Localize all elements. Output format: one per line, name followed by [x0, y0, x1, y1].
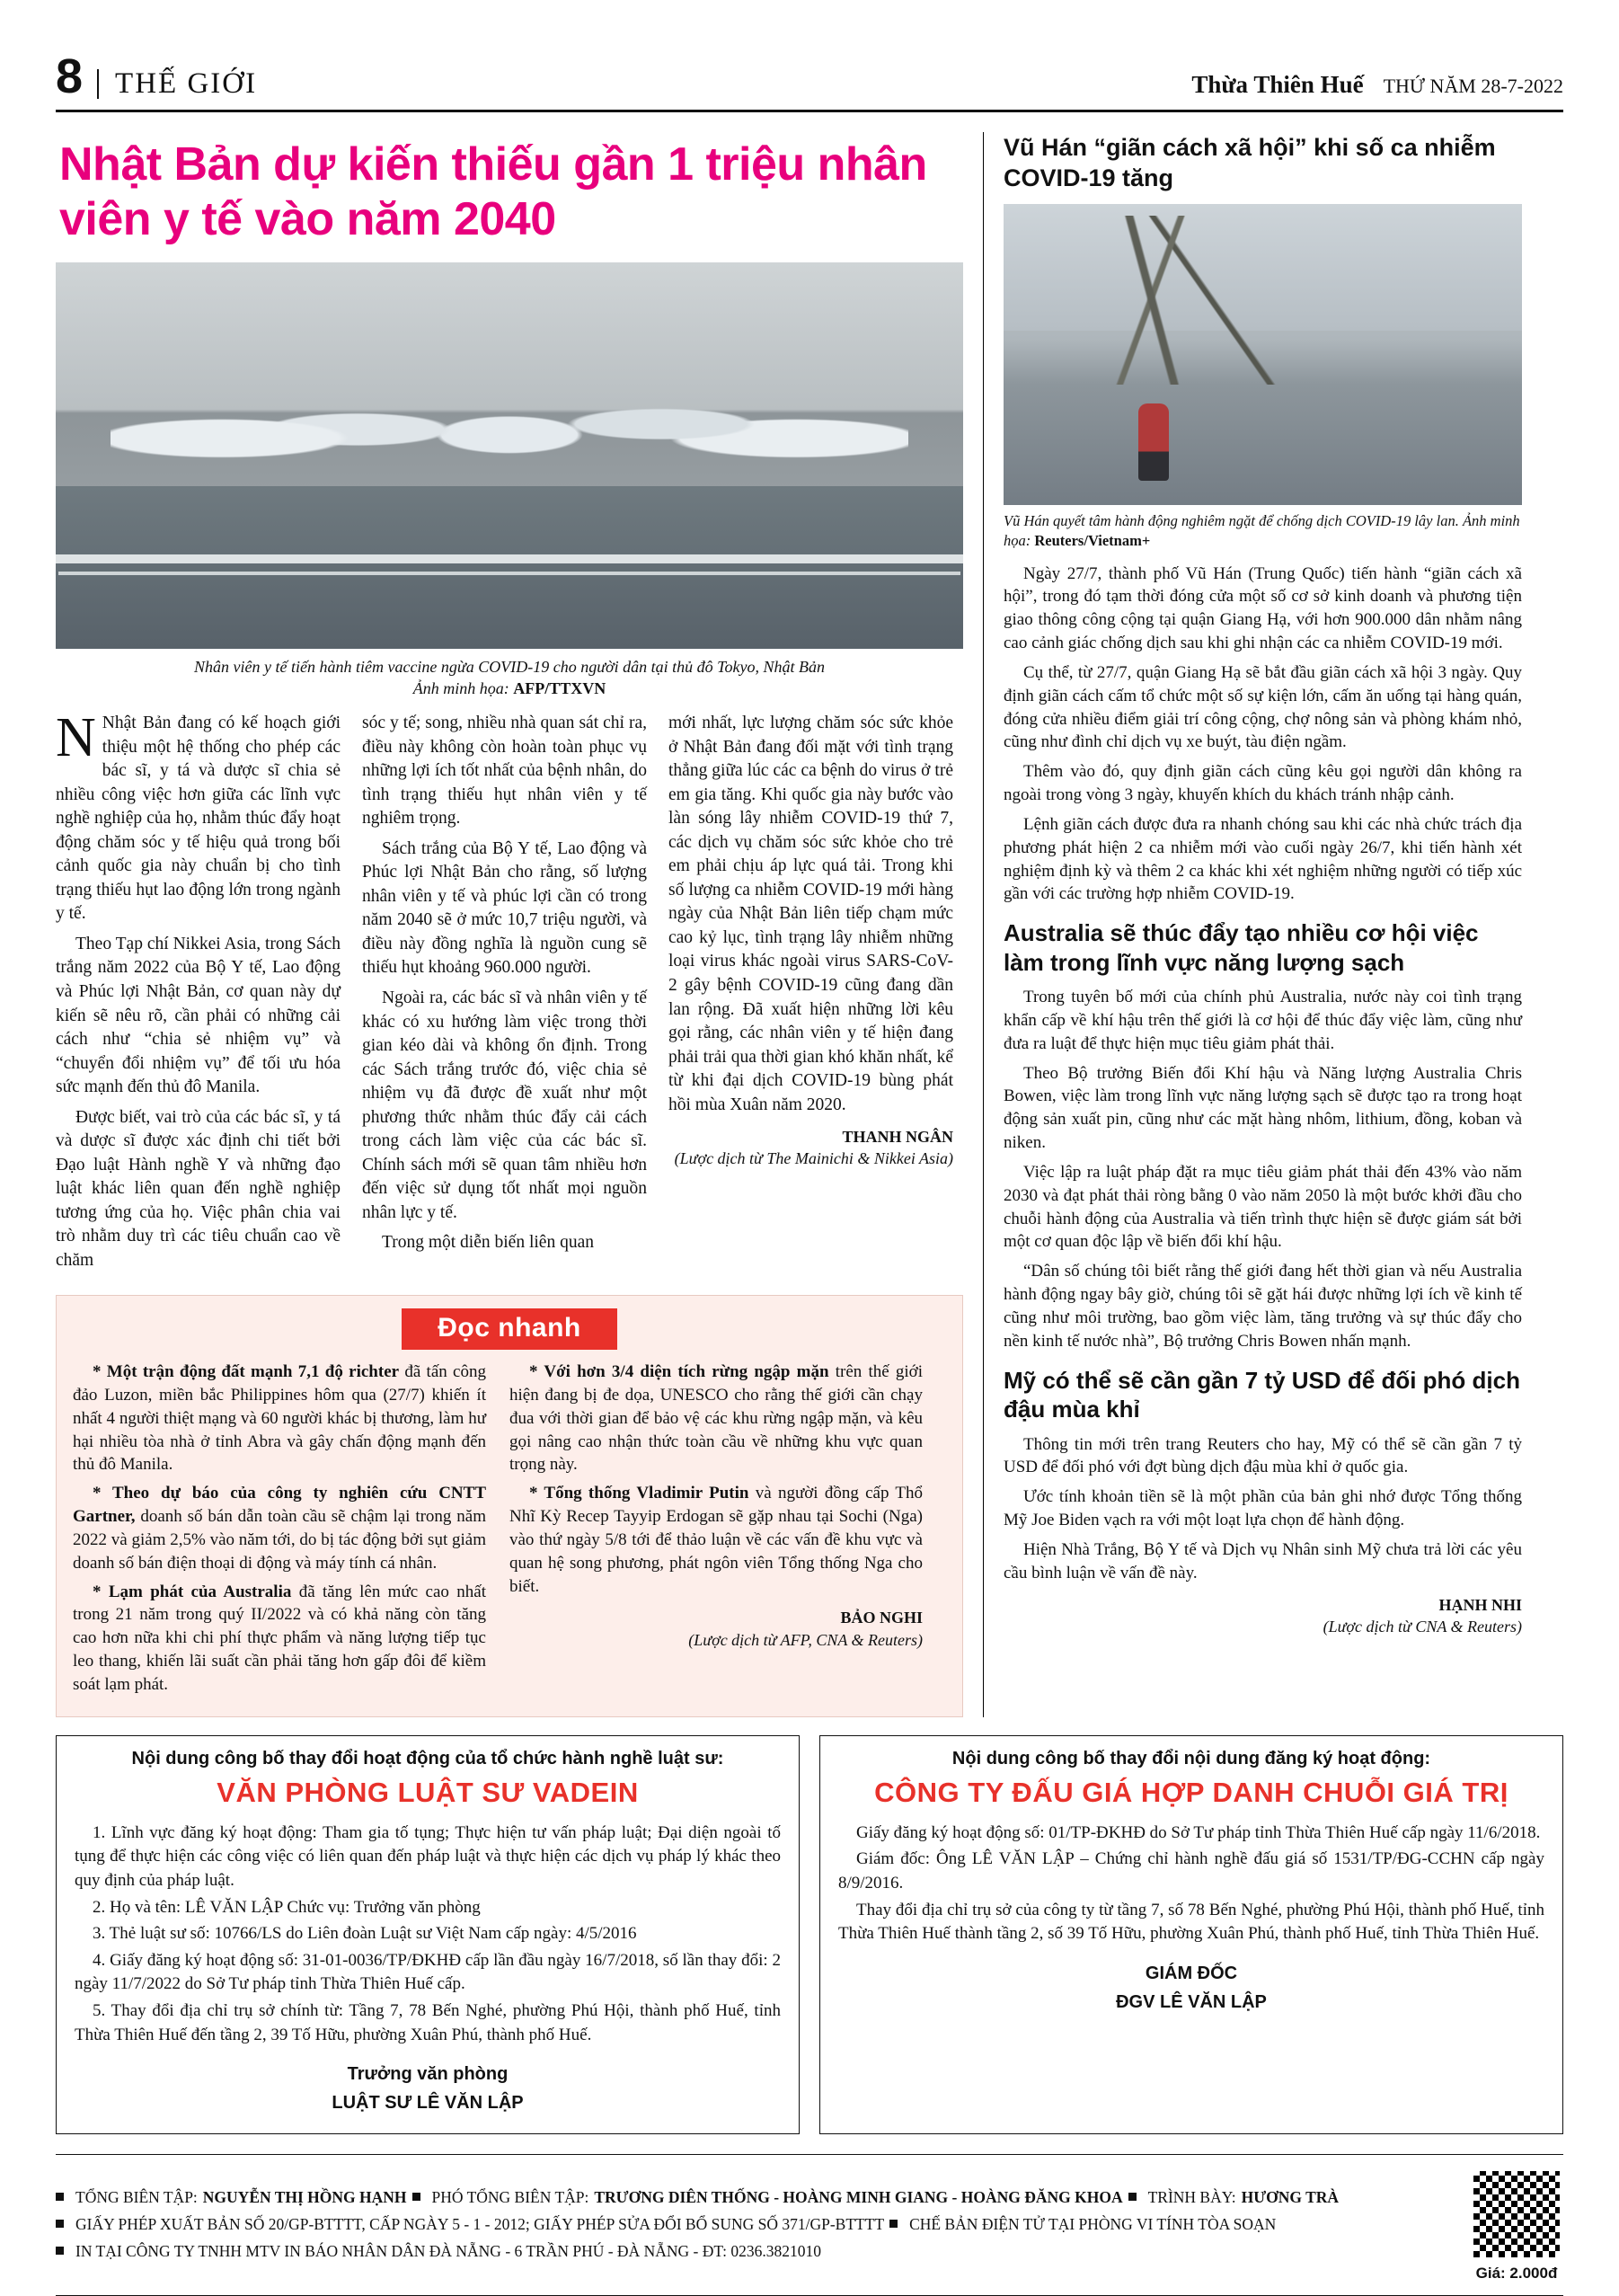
bullet-square-icon: [1128, 2193, 1137, 2201]
lab-bench-shape: [56, 554, 963, 563]
doc-nhanh-box: [56, 1295, 963, 1717]
paragraph-text: Nhật Bản đang có kế hoạch giới thiệu một hệ thống cho phép các bác sĩ, y tá và dược sĩ chia sẻ nhiều công việc hơn giữa các lĩnh vực nghề nghiệp của họ, nhằm thúc đẩy hoạt động chăm sóc y tế hiệu quả trong bối cảnh quốc gia này chuẩn bị cho tình trạng thiếu hụt lao động lớn trong ngành y tế.: [56, 714, 341, 924]
paragraph: sóc y tế; song, nhiều nhà quan sát chỉ ra, điều này không còn hoàn toàn phục vụ những lợi ích tốt nhất của bệnh nhân, do tình trạng thiếu hụt nhân viên y tế nghiêm trọng.: [362, 714, 647, 829]
caption-credit: Reuters/Vietnam+: [1034, 532, 1151, 550]
monkeypox-signoff: [1004, 1594, 1522, 1638]
lead-photo: [56, 262, 963, 649]
notice-item: 5. Thay đổi địa chỉ trụ sở chính từ: Tầng 7, 78 Bến Nghé, phường Phú Hội, thành phố Huế, tỉnh Thừa Thiên Huế đến tầng 2, 39 Tố Hữu, phường Xuân Phú, thành phố Huế.: [75, 2000, 781, 2044]
bullet-square-icon: [412, 2193, 420, 2201]
masthead-right: [1191, 71, 1563, 99]
footer-value: HƯƠNG TRÀ: [1241, 2188, 1340, 2207]
footer-value: NGUYỄN THỊ HỒNG HẠNH: [202, 2188, 407, 2207]
notice-item: 1. Lĩnh vực đăng ký hoạt động: Tham gia tố tụng; Thực hiện tư vấn pháp luật; Đại diện ngoài tố tụng để thực hiện các công việc có liên quan đến pháp luật và thực hiện các dịch vụ pháp lý khác theo quy định của pháp luật.: [75, 1822, 781, 1890]
notice-signature: [838, 1959, 1544, 2017]
footer-label: PHÓ TỔNG BIÊN TẬP:: [431, 2188, 589, 2207]
notice-vadein: [56, 1735, 800, 2134]
signoff-source: (Lược dịch từ AFP, CNA & Reuters): [688, 1630, 923, 1649]
paragraph: Ngoài ra, các bác sĩ và nhân viên y tế khác có xu hướng làm việc trong thời gian kéo dài và không ổn định. Trong các Sách trắng trước đó, việc chia sẻ nhiệm vụ đã được đề xuất như một phương thức nhằm thúc đẩy cải cách trong cách làm việc của các bác sĩ. Chính sách mới sẽ quan tâm nhiều hơn đến việc sử dụng tốt nhất mọi nguồn nhân lực y tế.: [362, 988, 647, 1222]
paragraph: Hiện Nhà Trắng, Bộ Y tế và Dịch vụ Nhân sinh Mỹ chưa trả lời các yêu cầu bình luận về vấn đề này.: [1004, 1539, 1522, 1582]
brief-lead: * Tổng thống Vladimir Putin: [529, 1484, 749, 1503]
brief-text: doanh số bán dẫn toàn cầu sẽ chậm lại trong năm 2022 và giảm 2,5% vào năm tới, do bị tác động bởi sụt giảm doanh số bán điện thoại di động và máy tính cá nhân.: [73, 1507, 486, 1573]
paragraph: Trong tuyên bố mới của chính phủ Australia, nước này coi tình trạng khẩn cấp về khí hậu trên thế giới là cơ hội để thúc đẩy việc làm, cũng như đưa ra luật để thực hiện mục tiêu giảm phát thải.: [1004, 988, 1522, 1053]
lead-body-col-3: [668, 712, 953, 1279]
paragraph: Lệnh giãn cách được đưa ra nhanh chóng sau khi các nhà chức trách địa phương phát hiện 2 ca nhiễm mới vào cuối ngày 26/7, khi tiến hành xét nghiệm định kỳ và thêm 2 ca khác khi xét nghiệm những người có tiếp xúc gần với các trường hợp nhiễm COVID-19.: [1004, 814, 1522, 904]
page-footer: [56, 2154, 1563, 2296]
footer-label: TỔNG BIÊN TẬP:: [75, 2188, 198, 2207]
paragraph: Cụ thể, từ 27/7, quận Giang Hạ sẽ bắt đầu giãn cách xã hội 3 ngày. Quy định giãn cách cấm tổ chức một số sự kiện lớn, cấm ăn uống tại hàng quán, đóng cửa nhiều điểm giải trí công cộng, chợ nông sản và phòng khám nhỏ, cũng như đình chỉ dịch vụ xe buýt, tàu điện ngầm.: [1004, 662, 1522, 752]
monkeypox-headline: Mỹ có thể sẽ cần gần 7 tỷ USD để đối phó dịch đậu mùa khỉ: [1004, 1366, 1520, 1423]
section-title: THẾ GIỚI: [97, 69, 257, 99]
wuhan-photo: [1004, 204, 1522, 505]
notice-top-line: Nội dung công bố thay đổi hoạt động của tổ chức hành nghề luật sư:: [131, 1748, 724, 1769]
australia-headline: Australia sẽ thúc đẩy tạo nhiều cơ hội việc làm trong lĩnh vực năng lượng sạch: [1004, 919, 1479, 976]
paragraph: Ước tính khoản tiền sẽ là một phần của bản ghi nhớ được Tổng thống Mỹ Joe Biden vạch ra với một loạt lựa chọn để hành động.: [1004, 1487, 1522, 1530]
paragraph: Việc lập ra luật pháp đặt ra mục tiêu giảm phát thải đến 43% vào năm 2030 và đạt phát thải ròng bằng 0 vào năm 2050 là một bước khởi đầu cho chuỗi hành động của Australia và tiến trình thực hiện sẽ được giám sát bởi một cơ quan độc lập về biến đổi khí hậu.: [1004, 1162, 1522, 1252]
signoff-author: BẢO NGHI: [840, 1609, 923, 1627]
masthead: [56, 49, 1563, 112]
brief-item: [73, 1361, 486, 1476]
bullet-square-icon: [56, 2247, 64, 2255]
caption-text: Nhân viên y tế tiến hành tiêm vaccine ngừa COVID-19 cho người dân tại thủ đô Tokyo, Nhật Bản: [194, 657, 825, 676]
bullet-square-icon: [56, 2220, 64, 2228]
notice-title: VĂN PHÒNG LUẬT SƯ VADEIN: [217, 1776, 639, 1808]
doc-nhanh-columns: [73, 1361, 946, 1702]
paragraph: “Dân số chúng tôi biết rằng thế giới đang hết thời gian và nếu Australia hành động ngay bây giờ, chúng tôi sẽ gặt hái được những lợi ích về kinh tế cũng như môi trường, bao gồm việc làm, tăng trưởng và sự thúc đẩy cho nền kinh tế nước nhà”, Bộ trưởng Chris Bowen nhấn mạnh.: [1004, 1262, 1522, 1351]
lead-body: [56, 707, 963, 1279]
paragraph: mới nhất, lực lượng chăm sóc sức khỏe ở Nhật Bản đang đối mặt với tình trạng thẳng giữa lúc các ca bệnh do virus ở trẻ em gia tăng. Khi quốc gia này bước vào làn sóng lây nhiễm COVID-19 thứ 7, các dịch vụ chăm sóc sức khỏe cho trẻ em phải chịu áp lực quá tải. Trong khi số lượng ca nhiễm COVID-19 mới hàng ngày của Nhật Bản liên tiếp chạm mức cao kỷ lục, tình trạng lây nhiễm những loại virus khác ngoài virus SARS-CoV-2 gây bệnh COVID-19 cũng đang dần lan rộng. Đã xuất hiện những lời kêu gọi rằng, các nhân viên y tế hiện đang phải trải qua thời gian khó khăn nhất, kể từ khi đại dịch COVID-19 bùng phát hồi mùa Xuân năm 2020.: [668, 714, 953, 1114]
brief-item: [509, 1482, 923, 1598]
brief-text: và người đồng cấp Thổ Nhĩ Kỳ Recep Tayyip Erdogan sẽ gặp nhau tại Sochi (Nga) vào thứ ngày 5/8 tới để thảo luận về các vấn đề khu vực và quan hệ song phương, phát ngôn viên Tổng thống Nga cho biết.: [509, 1484, 924, 1596]
main-content: [56, 132, 1563, 1717]
footer-text: CHẾ BẢN ĐIỆN TỬ TẠI PHÒNG VI TÍNH TÒA SOẠN: [909, 2215, 1277, 2234]
doc-nhanh-col-left: [73, 1361, 486, 1702]
qr-code-icon: [1470, 2167, 1563, 2261]
paper-name: Thừa Thiên Huế: [1191, 71, 1364, 98]
notice-title: CÔNG TY ĐẤU GIÁ HỢP DANH CHUỖI GIÁ TRỊ: [874, 1776, 1508, 1808]
caption-credit-label: Ảnh minh họa:: [412, 679, 509, 698]
pedestrian-figure: [1138, 403, 1169, 481]
paragraph: Thêm vào đó, quy định giãn cách cũng kêu gọi người dân không ra ngoài trong vòng 3 ngày, khuyến khích du khách tránh nhập cảnh.: [1004, 762, 1522, 805]
paragraph: Ngày 27/7, thành phố Vũ Hán (Trung Quốc) tiến hành “giãn cách xã hội”, trong đó tạm thời đóng cửa một số cơ sở kinh doanh và phương tiện giao thông công cộng tại quận Giang Hạ, với hơn 900.000 dân nhằm nâng cao cảnh giác chống dịch sau khi ghi nhận các ca nhiễm COVID-19 mới.: [1004, 563, 1522, 653]
signoff-author: HẠNH NHI: [1438, 1595, 1522, 1614]
paragraph: Thông tin mới trên trang Reuters cho hay, Mỹ có thể sẽ cần gần 7 tỷ USD để đối phó với đợt bùng dịch đậu mùa khỉ ở quốc gia.: [1004, 1434, 1522, 1477]
doc-nhanh-banner-wrap: [73, 1308, 946, 1361]
notice-item: Giám đốc: Ông LÊ VĂN LẬP – Chứng chỉ hành nghề đấu giá số 1531/TP/ĐG-CCHN cấp ngày 8/9/2016.: [838, 1849, 1544, 1893]
notice-sign-name: LUẬT SƯ LÊ VĂN LẬP: [332, 2093, 524, 2114]
bullet-square-icon: [56, 2193, 64, 2201]
brief-item: [509, 1361, 923, 1476]
brief-item: [73, 1482, 486, 1574]
caption-text: Vũ Hán quyết tâm hành động nghiêm ngặt để chống dịch COVID-19 lây lan. Ảnh minh họa:: [1004, 512, 1520, 550]
brief-lead: * Với hơn 3/4 diện tích rừng ngập mặn: [529, 1362, 829, 1382]
price-label: Giá: 2.000đ: [1475, 2265, 1558, 2283]
lead-body-col-1: [56, 707, 341, 1279]
paragraph: Trong một diễn biến liên quan: [382, 1233, 594, 1253]
wuhan-photo-caption: [1004, 511, 1522, 552]
notice-top-line: Nội dung công bố thay đổi nội dung đăng ký hoạt động:: [951, 1748, 1431, 1769]
paragraph: Được biết, vai trò của các bác sĩ, y tá và dược sĩ được xác định chi tiết bởi Đạo luật Hành nghề Y và những đạo luật khác liên quan đến nghề nghiệp tương ứng của họ. Việc phân chia vai trò nhằm duy trì các tiêu chuẩn cao về chăm: [56, 1107, 341, 1270]
brief-text: đã tấn công đảo Luzon, miền bắc Philippines hôm qua (27/7) khiến ít nhất 4 người thiệt mạng và 60 người khác bị thương, làm hư hại nhiều tòa nhà ở tỉnh Abra và gây chấn động mạnh đến thủ đô Manila.: [73, 1362, 486, 1475]
footer-value: TRƯƠNG DIÊN THỐNG - HOÀNG MINH GIANG - HOÀNG ĐĂNG KHOA: [594, 2188, 1123, 2207]
left-column: [56, 132, 963, 1717]
notice-item: 3. Thẻ luật sư số: 10766/LS do Liên đoàn Luật sư Việt Nam cấp ngày: 4/5/2016: [93, 1924, 637, 1944]
brief-lead: * Một trận động đất mạnh 7,1 độ richter: [93, 1362, 400, 1382]
footer-line-3: [56, 2238, 1454, 2265]
paragraph: Theo Tạp chí Nikkei Asia, trong Sách trắng năm 2022 của Bộ Y tế, Lao động và Phúc lợi Nhật Bản, cơ quan này dự kiến sẽ nêu rõ, cần phải có những cải cách như “chia sẻ nhiệm vụ” và “chuyển đổi nhiệm vụ” để tối ưu hóa sức mạnh đến thủ đô Manila.: [56, 934, 341, 1097]
paragraph: [56, 707, 341, 926]
bullet-square-icon: [889, 2220, 898, 2228]
wuhan-headline: Vũ Hán “giãn cách xã hội” khi số ca nhiễm COVID-19 tăng: [1004, 134, 1496, 192]
footer-lines: [56, 2185, 1454, 2265]
signoff-source: (Lược dịch từ CNA & Reuters): [1323, 1617, 1522, 1636]
lead-headline: Nhật Bản dự kiến thiếu gần 1 triệu nhân viên y tế vào năm 2040: [59, 138, 927, 246]
signoff-source: (Lược dịch từ The Mainichi & Nikkei Asia): [674, 1149, 953, 1168]
footer-text: GIẤY PHÉP XUẤT BẢN SỐ 20/GP-BTTTT, CẤP NGÀY 5 - 1 - 2012; GIẤY PHÉP SỬA ĐỔI BỔ SUNG SỐ 371/GP-BTTTT: [75, 2215, 885, 2234]
caption-credit: AFP/TTXVN: [513, 679, 606, 698]
notice-chuoi-gia-tri: [819, 1735, 1563, 2134]
footer-text: IN TẠI CÔNG TY TNHH MTV IN BÁO NHÂN DÂN ĐÀ NẴNG - 6 TRẦN PHÚ - ĐÀ NẴNG - ĐT: 0236.3821010: [75, 2241, 822, 2260]
notice-sign-name: ĐGV LÊ VĂN LẬP: [1116, 1991, 1267, 2012]
notice-item: Thay đổi địa chỉ trụ sở của công ty từ tầng 7, số 78 Bến Nghé, phường Phú Hội, thành phố Huế, tỉnh Thừa Thiên Huế thành tầng 2, số 39 Tố Hữu, phường Xuân Phú, thành phố Huế, tỉnh Thừa Thiên Huế.: [838, 1900, 1544, 1944]
doc-nhanh-banner: Đọc nhanh: [402, 1308, 617, 1350]
dropcap: N: [56, 707, 96, 769]
notice-sign-role: GIÁM ĐỐC: [1145, 1963, 1238, 1983]
brief-text: trên thế giới hiện đang bị đe dọa, UNESCO cho rằng thế giới cần chạy đua với thời gian để bảo vệ các khu rừng ngập mặn, và kêu gọi nâng cao nhận thức toàn cầu về những khu vực quan trọng này.: [509, 1362, 924, 1475]
qr-section: [1470, 2167, 1563, 2283]
doc-nhanh-col-right: [509, 1361, 923, 1702]
doc-nhanh-signoff: [509, 1607, 923, 1651]
lead-photo-caption: [56, 656, 963, 700]
lead-signoff: [668, 1126, 953, 1170]
brief-item: [73, 1581, 486, 1697]
brief-text: đã tăng lên mức cao nhất trong 21 năm trong quý II/2022 và có khả năng còn tăng cao hơn nữa khi chi phí thực phẩm và năng lượng tiếp tục leo thang, khiến lãi suất cần phải tăng hơn gấp đôi để kiềm soát lạm phát.: [73, 1582, 486, 1694]
brief-lead: * Theo dự báo của công ty nghiên cứu CNTT Gartner,: [73, 1484, 486, 1527]
notice-signature: [75, 2060, 781, 2117]
notice-item: Giấy đăng ký hoạt động số: 01/TP-ĐKHĐ do Sở Tư pháp tỉnh Thừa Thiên Huế cấp ngày 11/6/2018.: [856, 1822, 1541, 1842]
paragraph: Theo Bộ trưởng Biến đổi Khí hậu và Năng lượng Australia Chris Bowen, việc làm trong lĩnh vực năng lượng sạch sẽ được tạo ra trong hoạt động sản xuất pin, cũng như các mặt hàng nhôm, lithium, đồng, koban và niken.: [1004, 1063, 1522, 1153]
footer-line-2: [56, 2212, 1454, 2238]
lead-body-col-2: [362, 712, 647, 1279]
footer-label: TRÌNH BÀY:: [1147, 2188, 1236, 2207]
brief-lead: * Lạm phát của Australia: [93, 1582, 292, 1601]
notice-sign-role: Trưởng văn phòng: [347, 2064, 509, 2085]
paragraph: Sách trắng của Bộ Y tế, Lao động và Phúc lợi Nhật Bản cho rằng, số lượng nhân viên y tế và phúc lợi cần có trong năm 2040 sẽ ở mức 10,7 triệu người, và điều này đồng nghĩa là nguồn cung sẽ thiếu hụt khoảng 960.000 người.: [362, 838, 647, 978]
footer-line-1: [56, 2185, 1454, 2212]
issue-date: THỨ NĂM 28-7-2022: [1383, 75, 1563, 97]
notice-item: 2. Họ và tên: LÊ VĂN LẬP Chức vụ: Trưởng văn phòng: [93, 1897, 481, 1917]
page-number: 8: [56, 49, 84, 103]
notice-item: 4. Giấy đăng ký hoạt động số: 31-01-0036/TP/ĐKHĐ cấp lần đầu ngày 16/7/2018, số lần thay đổi: 2 ngày 11/7/2022 do Sở Tư pháp tỉnh Thừa Thiên Huế cấp.: [75, 1950, 781, 1994]
signoff-author: THANH NGÂN: [842, 1128, 953, 1147]
right-column: [983, 132, 1522, 1717]
legal-notices: [56, 1735, 1563, 2134]
